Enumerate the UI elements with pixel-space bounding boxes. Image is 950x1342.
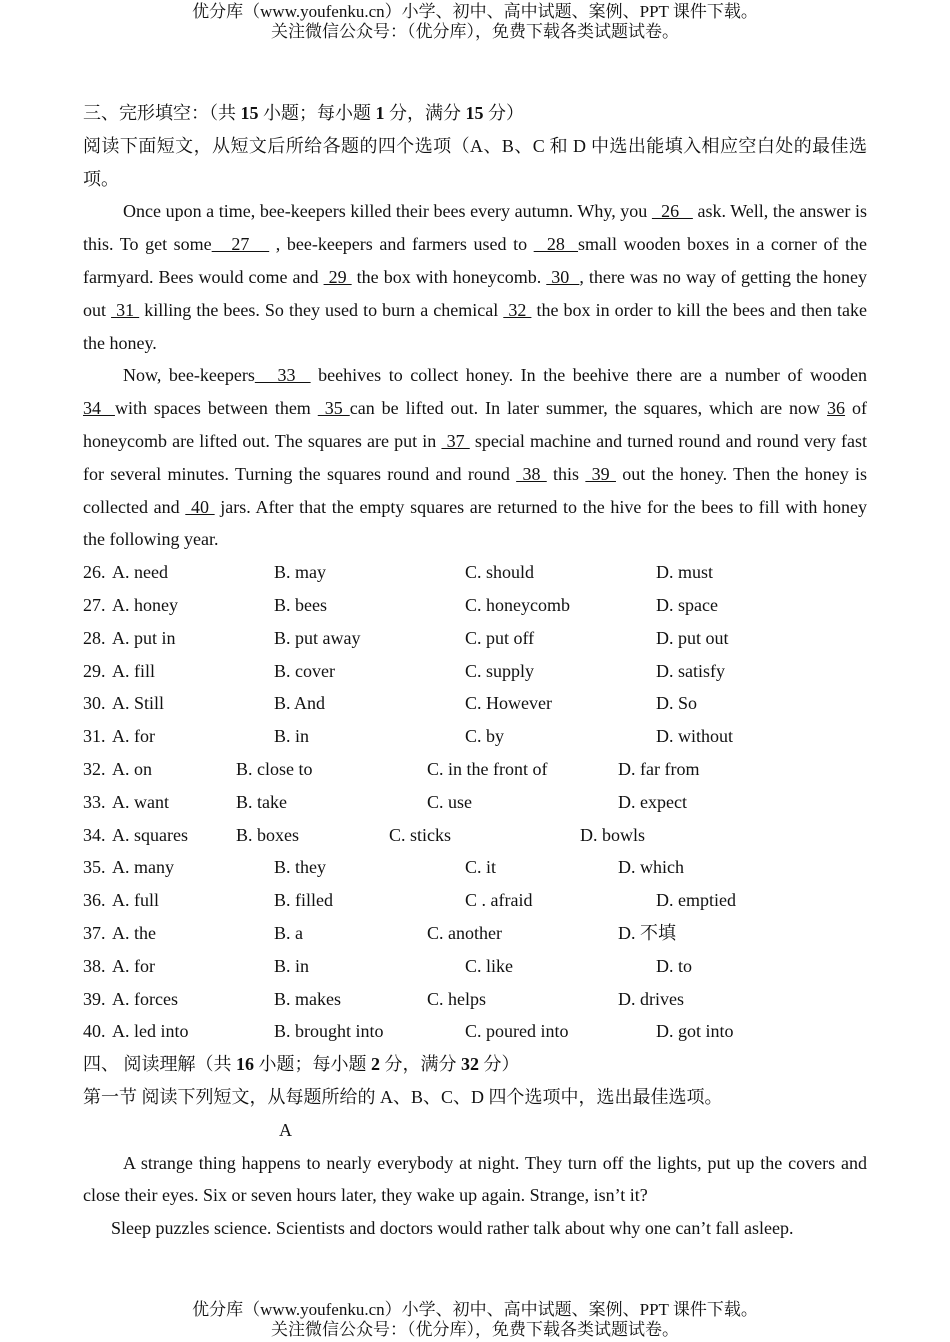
question-32: 32. A. on B. close to C. in the front of D. far from <box>83 758 700 779</box>
blank-29: 29 <box>323 266 352 287</box>
blank-39: 39 <box>585 463 616 484</box>
question-30: 30. A. Still B. And C. However D. So <box>83 693 698 714</box>
reading-paragraph-1: A strange thing happens to nearly everybody at night. They turn off the lights, put up the covers and close their eyes. Six or seven hours later, they wake up again. Strange, isn’t it? <box>83 1152 867 1206</box>
question-list <box>83 556 867 1048</box>
blank-34: 34 <box>83 398 115 419</box>
blank-38: 38 <box>516 463 547 484</box>
blank-40: 40 <box>185 496 215 517</box>
question-39: 39. A. forces B. makes C. helps D. drives <box>83 988 684 1009</box>
blank-27: 27 <box>211 234 270 255</box>
question-31: 31. A. for B. in C. by D. without <box>83 726 734 747</box>
section-4-part-1-instruction: 第一节 阅读下列短文，从每题所给的 A、B、C、D 四个选项中，选出最佳选项。 <box>83 1086 723 1107</box>
section-3-title: 三、完形填空：（共 15 小题；每小题 1 分，满分 15 分） <box>83 103 524 123</box>
blank-36: 36 <box>827 398 846 419</box>
footer-line-1: 优分库（www.youfenku.cn）小学、初中、高中试题、案例、PPT 课件下载。 <box>192 1300 758 1319</box>
question-35: 35. A. many B. they C. it D. which <box>83 857 684 878</box>
section-4-title: 四、 阅读理解（共 16 小题；每小题 2 分，满分 32 分） <box>83 1054 520 1075</box>
blank-37: 37 <box>441 430 470 451</box>
page-header <box>0 2 950 42</box>
blank-32: 32 <box>503 299 532 320</box>
section-3-instruction: 阅读下面短文，从短文后所给各题的四个选项（A、B、C 和 D 中选出能填入相应空白处的最佳选项。 <box>83 135 867 189</box>
cloze-paragraph-2: Now, bee-keepers 33 beehives to collect honey. In the beehive there are a number of wooden 34 with spaces between them 35 can be lifted out. In later summer, the squares, which are now 36 of honeycomb are lifted out. The squares are put in 37 special machine and turned round and round very fast for several minutes. Turning the squares round and round 38 this 39 out the honey. Then the honey is collected and 40 jars. After that the empty squares are returned to the hive for the bees to fill with honey the following year. <box>83 365 868 550</box>
question-27: 27. A. honey B. bees C. honeycomb D. space <box>83 594 718 615</box>
page-footer <box>0 1300 950 1340</box>
blank-30: 30 <box>546 266 580 287</box>
reading-paragraph-2: Sleep puzzles science. Scientists and doctors would rather talk about why one can’t fall asleep. <box>111 1218 794 1239</box>
question-34: 34. A. squares B. boxes C. sticks D. bowls <box>83 824 646 845</box>
question-26: 26. A. need B. may C. should D. must <box>83 562 714 583</box>
header-line-2: 关注微信公众号：（优分库），免费下载各类试题试卷。 <box>271 22 679 41</box>
blank-35: 35 <box>317 398 350 419</box>
question-28: 28. A. put in B. put away C. put off D. put out <box>83 627 729 648</box>
blank-28: 28 <box>533 234 579 255</box>
question-40: 40. A. led into B. brought into C. poured into D. got into <box>83 1021 734 1042</box>
blank-31: 31 <box>111 299 140 320</box>
passage-label-a: A <box>279 1119 292 1140</box>
blank-26: 26 <box>651 201 693 222</box>
question-33: 33. A. want B. take C. use D. expect <box>83 791 687 812</box>
document-body <box>83 97 867 1245</box>
question-37: 37. A. the B. a C. another D. 不填 <box>83 922 676 943</box>
header-line-1: 优分库（www.youfenku.cn）小学、初中、高中试题、案例、PPT 课件下载。 <box>192 2 758 21</box>
blank-33: 33 <box>254 365 311 386</box>
question-29: 29. A. fill B. cover C. supply D. satisfy <box>83 660 725 681</box>
footer-line-2: 关注微信公众号：（优分库），免费下载各类试题试卷。 <box>271 1320 679 1339</box>
question-38: 38. A. for B. in C. like D. to <box>83 955 692 976</box>
question-36: 36. A. full B. filled C . afraid D. emptied <box>83 890 736 911</box>
cloze-paragraph-1: Once upon a time, bee-keepers killed their bees every autumn. Why, you 26 ask. Well, the answer is this. To get some 27 , bee-keepers and farmers used to 28 small wooden boxes in a corner of the farmyard. Bees would come and 29 the box with honeycomb. 30 , there was no way of getting the honey out 31 killing the bees. So they used to burn a chemical 32 the box in order to kill the bees and then take the honey. <box>83 201 868 353</box>
